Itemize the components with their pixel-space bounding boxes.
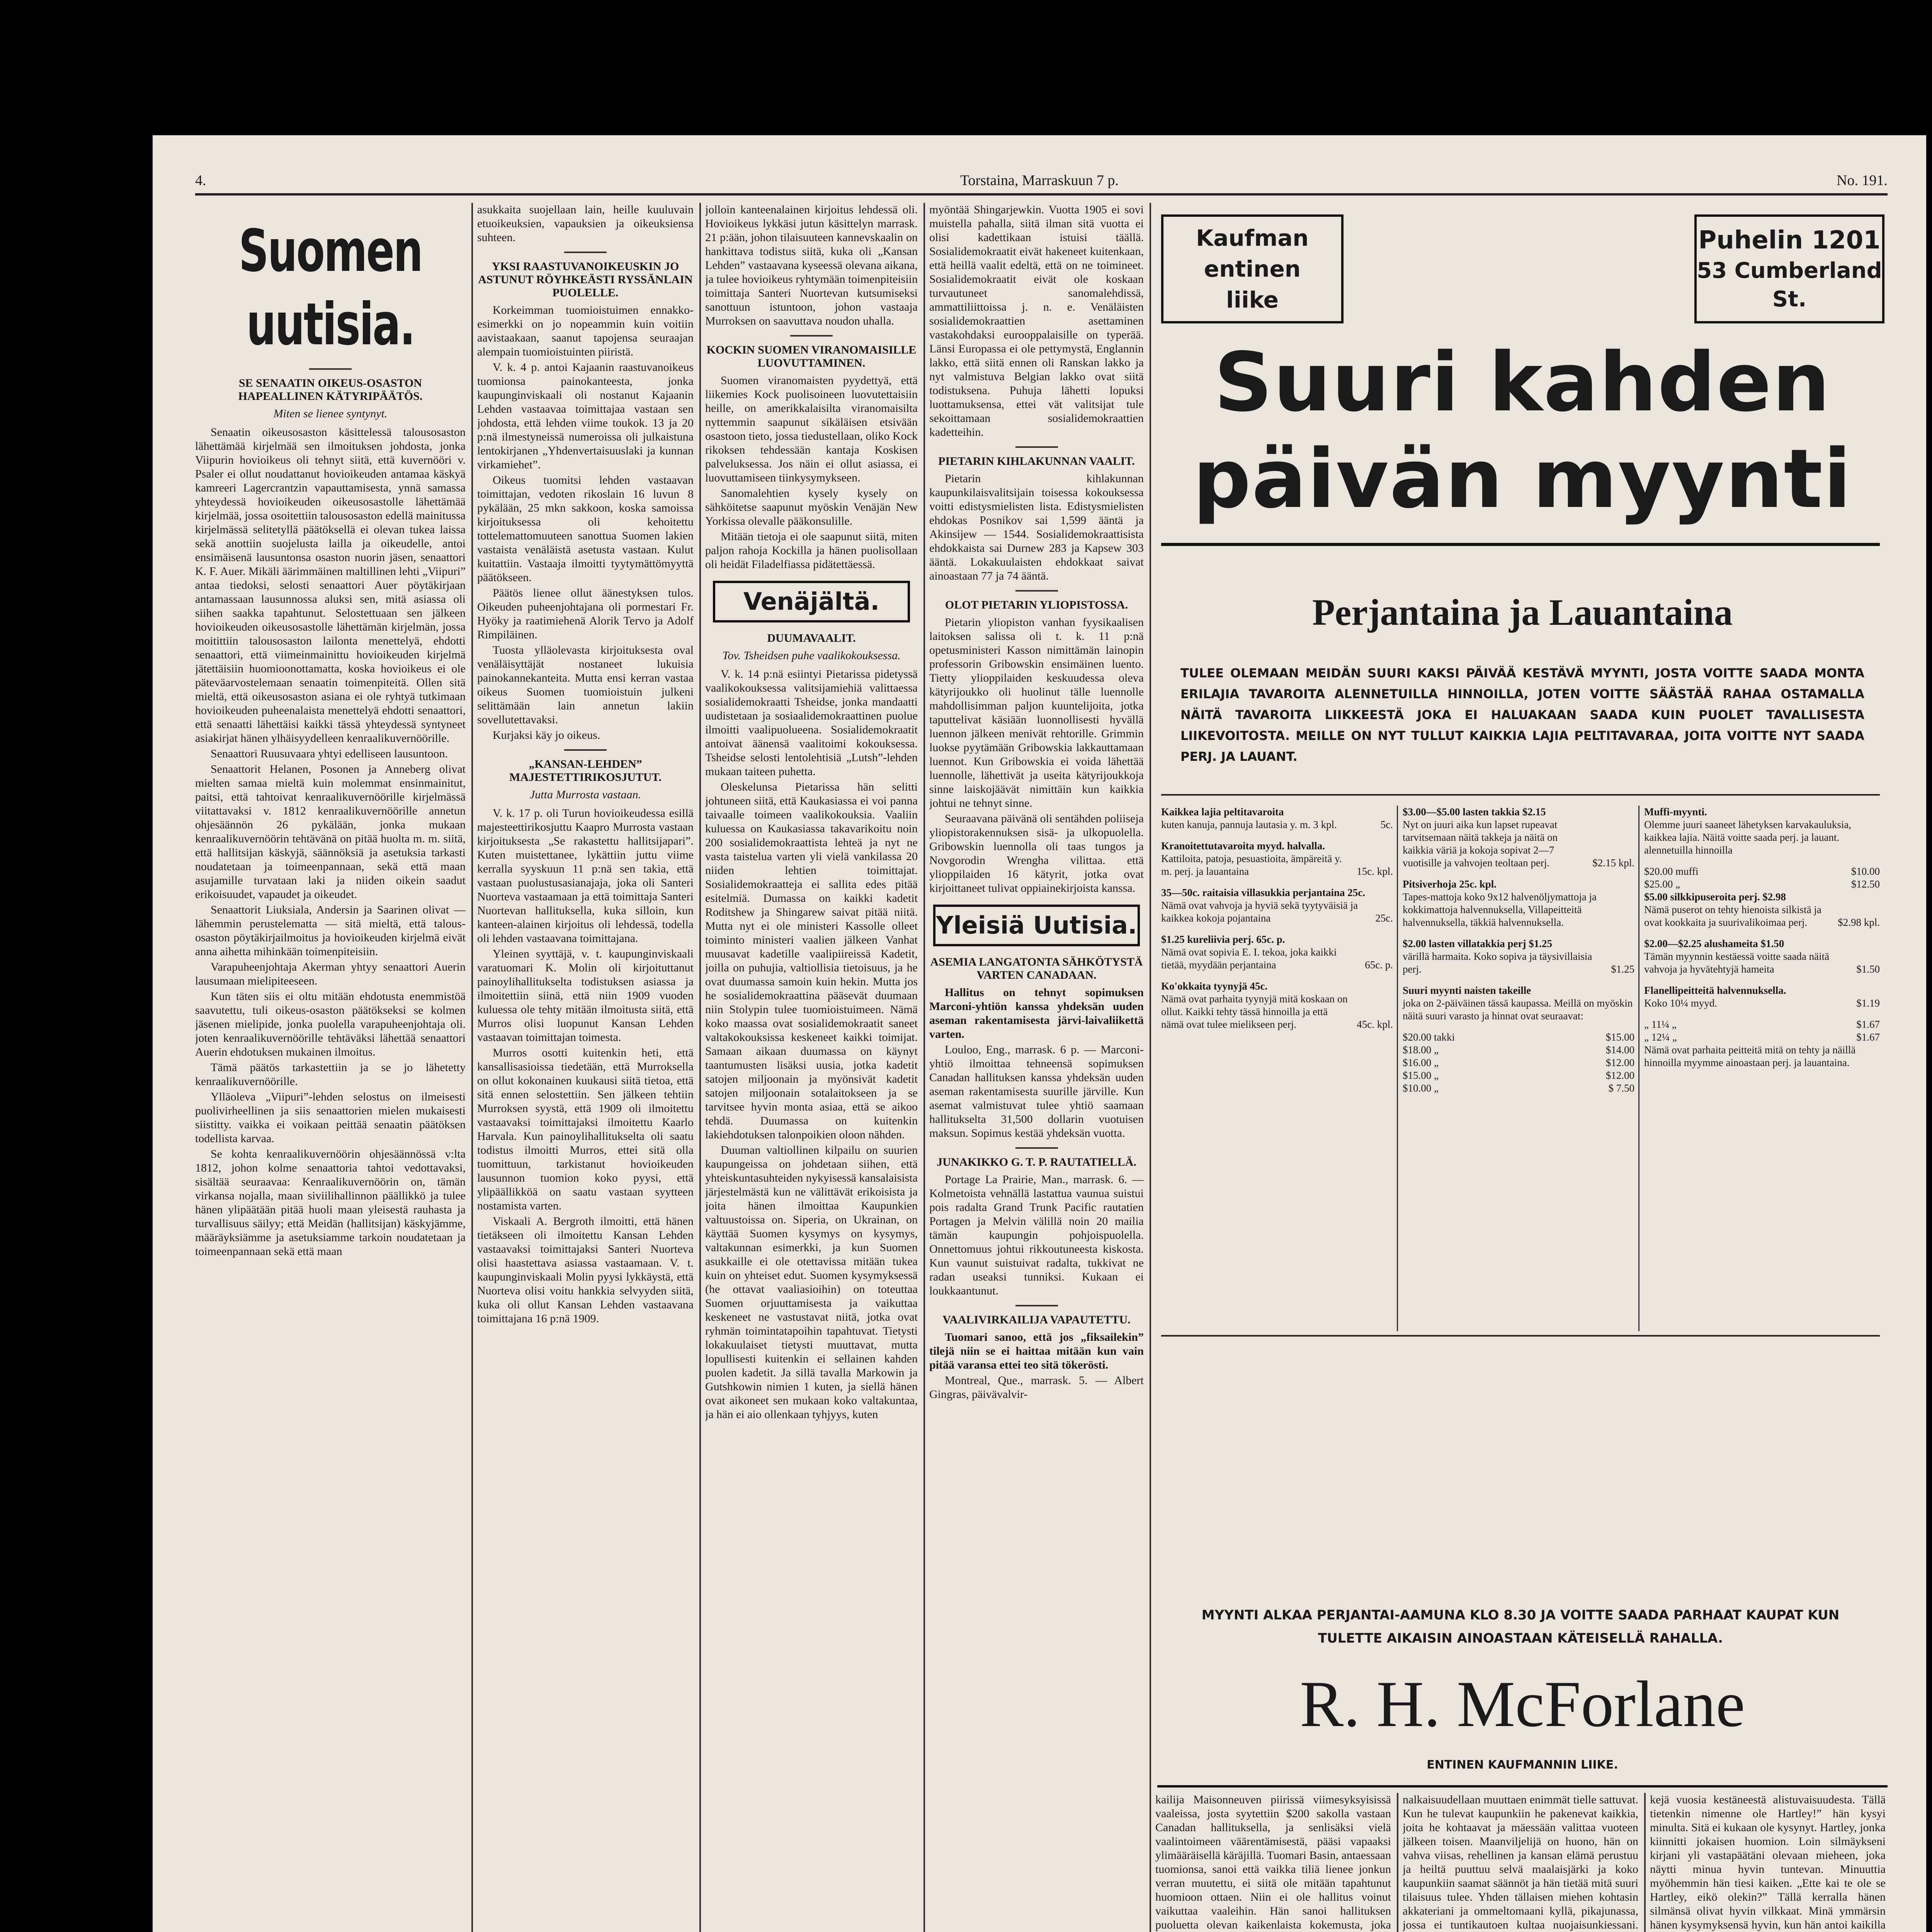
ad-item-heading: $5.00 silkkipuseroita perj. $2.98	[1644, 891, 1786, 903]
ad-item-price: $1.19	[1856, 997, 1880, 1009]
ad-item-text: Nämä ovat vahvoja ja hyviä sekä tyytyväisiä ja kaikkea kokoja pojantaina	[1161, 900, 1358, 924]
article-byline: Jutta Murrosta vastaan.	[529, 788, 641, 801]
ad-item-text: $20.00 takki	[1403, 1031, 1455, 1043]
paragraph: Kurjaksi käy jo oikeus.	[493, 729, 600, 742]
ad-merchant-sub: ENTINEN KAUFMANNIN LIIKE.	[1427, 1758, 1618, 1772]
column-divider	[471, 203, 473, 1932]
paragraph: Se kohta kenraalikuvernöörin ohjesäännössä v:lta 1812, johon kolme senaattoria tahtoi vedottavaksi, sisältää seuraavaa: Kenraalikuvernöörin on, tämän virkansa nojalla, maan siviilihallinnon päällikkö ja tulee hänen ylipäätään pitää huoli maan yleisestä rauhasta ja turvallisuus säilyy; että Meidän (hallitsijan) käskyjämme, määräyksiämme ja asetuksiamme tarkoin noudatetaan ja toimeenpannaan sekä että maan	[195, 1148, 466, 1258]
column-divider	[923, 203, 925, 1932]
column-suomen-uutisia	[195, 203, 466, 1932]
ad-item-heading: $2.00 lasten villatakkia perj $1.25	[1403, 938, 1553, 949]
page-header	[195, 172, 1888, 195]
page-number: 4.	[195, 172, 206, 189]
column-divider	[1397, 1793, 1398, 1932]
ad-item-price: 65c. p.	[1365, 959, 1393, 971]
paragraph: V. k. 4 p. antoi Kajaanin raastuvanoikeus tuomionsa painokanteesta, jonka kaupunginviskaali oli nostanut Kajaanin Lehden vastaavaa toimittajaa vastaan sen johdosta, että lehden viime toukok. 13 ja 20 p:nä ilmestyneissä numeroissa oli julkaistuna lentokirjanen „Yhdenvertaisuuslaki ja kunnan virkamiehet”.	[477, 361, 694, 471]
page-date: Torstaina, Marraskuun 7 p.	[960, 172, 1119, 189]
ad-item-price: 15c. kpl.	[1357, 866, 1393, 877]
ad-item	[1403, 1082, 1634, 1095]
ad-item	[1403, 878, 1634, 929]
paragraph: Viskaali A. Bergroth ilmoitti, että hänen tietäkseen oli ilmoitettu Kansan Lehden vastaavaksi toimittajaksi Santeri Nuorteva olisi haastettava asiassa vastaamaan. V. t. kaupunginviskaali Molin pyysi lykkäystä, että Nuorteva olisi voitu hankkia selvyyden siitä, kuka oli ollut Kansan Lehden vastaavana toimittajana 16 p:nä 1909.	[477, 1215, 694, 1325]
ad-item-heading: Ko'okkaita tyynyjä 45c.	[1161, 980, 1268, 992]
header-rule	[195, 193, 1888, 196]
paragraph: Senaattorit Liuksiala, Andersin ja Saarinen olivat — lähemmin perustelematta — sitä mieltä, että talous-osaston pöytäkirjailmoitus ja hovioikeuden kirjelmä eivät anna aihetta mihinkään toimenpiteisiin.	[195, 903, 466, 958]
column-two	[477, 203, 694, 1932]
ad-item-price: $12.00	[1605, 1057, 1634, 1068]
ad-item-text: Koko 10¼ myyd.	[1644, 997, 1717, 1009]
article-headline: OLOT PIETARIN YLIOPISTOSSA.	[945, 599, 1128, 611]
paragraph: Louloo, Eng., marrask. 6 p. — Marconi-yhtiö ilmoittaa tehneensä sopimuksen Canadan hallituksen kanssa yhdeksän uuden aseman rakentamisesta suurille järville. Kun asemat valmistuvat tulee yhtiö saamaan hallitukselta 31,500 dollarin vuotuisen maksun. Sopimus kestää yhdeksän vuotta.	[929, 1043, 1144, 1139]
paragraph: Suomen viranomaisten pyydettyä, että liikemies Kock puolisoineen luovutettaisiin heille, on amerikkalaisilta viranomaisilta nyttemmin saapunut sikäläisen etsivään osastoon tieto, jossa tiedustellaan, oliko Kock rikoksen tehdessään kantaja Koskisen palveluksessa. Jos näin ei ollut asiassa, ei luovuttamiseen tiinkysymykseen.	[705, 374, 918, 484]
paragraph: Sanomalehtien kysely kysely on sähköitetse saapunut myöskin Venäjän New Yorkissa olevalle pääkonsulille.	[705, 487, 918, 527]
ad-item	[1403, 1069, 1634, 1082]
paragraph: Korkeimman tuomioistuimen ennakko-esimerkki on jo nopeammin kuin voitiin aavistaakaan, saanut tapojensa seuraajan alempain tuomioistuinten piiristä.	[477, 304, 694, 358]
paragraph: Senaattorit Helanen, Posonen ja Anneberg olivat mielten samaa mieltä kuin molemmat ensinmainitut, paitsi, että tahtoivat kenraalikuvernöörille kirjelmässä viitattavaksi v. 1812 kenraalikuvernöörille annetun ohjesäännön 26 pykälään, jonka mukaan kenraalikuvernöörin tehtävänä on pitää huolta m. m. siitä, että hallitsijan käskyjä, säännöksiä ja asetuksia tarkasti noudatetaan ja toimeenpannaan, sekä että maan asujamille turvataan laki ja niiden oikein saadut erikoisuudet, vapaudet ja oikeudet.	[195, 763, 466, 901]
ad-item-text: kuten kanuja, pannuja lautasia y. m. 3 kpl.	[1161, 819, 1337, 830]
column-four	[929, 203, 1144, 1932]
paragraph: Yleinen syyttäjä, v. t. kaupunginviskaali varatuomari K. Molin oli kirjoituttanut painoylihallitukselta todistuksen asiassa ja ilmoitettiin siinä, että niin 1909 vuoden kuluessa ole tehty mitään ilmoitusta siitä, että Murros olisi luopunut Kansan Lehden vastaavan toimittajan toimesta.	[477, 947, 694, 1044]
ad-items-column-a	[1161, 806, 1393, 1039]
ad-item	[1403, 984, 1634, 1022]
divider	[1015, 1147, 1058, 1149]
ad-address: 53 Cumberland St.	[1697, 258, 1882, 312]
ad-item-price: $2.98 kpl.	[1838, 917, 1880, 928]
ad-days: Perjantaina ja Lauantaina	[1312, 592, 1733, 633]
ad-item	[1403, 1056, 1634, 1069]
ad-item-heading: $3.00—$5.00 lasten takkia $2.15	[1403, 806, 1546, 818]
advertisement	[1157, 203, 1888, 1393]
divider	[564, 749, 607, 751]
ad-item	[1161, 933, 1393, 971]
ad-item-price: $1.25	[1611, 963, 1634, 975]
paragraph: Oikeus tuomitsi lehden vastaavan toimittajan, vedoten rikoslain 16 luvun 8 pykälään, 25 mkn sakkoon, koska samoissa kirjoituksessa oli kehoitettu tottelemattomuuteen sanottua Suomen lakien vastaista venäläistä asetusta vastaan. Kulut kuitattiin. Vastaaja ilmoitti tyytymättömyyttä päätökseen.	[477, 474, 694, 584]
paragraph: Pietarin yliopiston vanhan fyysikaalisen laitoksen salissa oli t. k. 11 p:nä opetusministeri Kasson nimittämän lainopin professorin Gribowskin ensimäinen luento. Tietty ylioppilaiden keskuudessa oleva kätyrijoukko oli huolinut tälle luennolle mahdollisimman paljon kuuntelijoita, jotka taputtelivat käsiään luonnollisesti hyvällä luennon jälkeen menivät rehtorille. Grimmin luokse pyytämään Gribowskia lakkauttamaan luennot. Kun Gribowskia ei voida lähettää luennolle, lähettivät ja useita kätyrijoukkoja sinne laiskojäävät nimittäin kun kaikkia johtui ne tehnyt sinne.	[929, 616, 1144, 810]
ad-item	[1403, 937, 1634, 976]
paragraph: Ylläoleva „Viipuri”-lehden selostus on ilmeisesti puolivirheellinen ja siis senaattorien mielen mukaisesti siistitty. vaikka ei voikaan peittää senaatin päätöksen todellista karvaa.	[195, 1090, 466, 1145]
ad-item-price: 45c. kpl.	[1357, 1019, 1393, 1030]
article-headline: SE SENAATIN OIKEUS-OSASTON HAPEALLINEN KÄTYRIPÄÄTÖS.	[238, 377, 423, 403]
ad-item-text: Nämä ovat parhaita peitteitä mitä on tehty ja näillä hinnoilla myymme ainoastaan perj. ja lauantaina.	[1644, 1044, 1856, 1068]
ad-item	[1403, 1044, 1634, 1056]
ad-item-price: $12.00	[1605, 1070, 1634, 1081]
paragraph: jolloin kanteenalainen kirjoitus lehdessä oli. Hovioikeus lykkäsi jutun käsittelyn marrask. 21 p:ään, johon tilaisuuteen kannevskaalin on hankittava todistus siitä, kuka oli „Kansan Lehden” vastaavana kyseessä olevana aikana, ja tulee hovioikeus ryhtymään toimenpiteisiin toimittaja Santeri Nuortevan kutsumiseksi sanottuun istuntoon, johon vastaaja Murroksen on saavuttava noudon uhalla.	[705, 203, 918, 327]
paragraph: V. k. 14 p:nä esiintyi Pietarissa pidetyssä vaalikokouksessa valitsijamiehiä valittaessa sosialidemokraatti Tsheidse, jonka mandaatti uudistetaan ja sosiaalidemokraattinen puolue ilmoitti vaalipuolueena. Sosialidemokraatit antoivat äänensä vaalitoimi kokouksessa. Tsheidse selosti lentolehtisiä „Lutsh”-lehden mukaan taiteen puhetta.	[705, 668, 918, 778]
ad-item-heading: $2.00—$2.25 alushameita $1.50	[1644, 938, 1784, 949]
paragraph: V. k. 17 p. oli Turun hovioikeudessa esillä majesteettirikosjuttu Kaapro Murrosta vastaan kirjoituksesta „Se rakastettu hallitsijapari”. Kuten muistettanee, lykättiin juttu viime kerralla syyskuun 11 p:nä sen takia, että vastaan puolustusasianajaja, joka oli Santeri Nuorteva vastaamaan ja että toimittaja Santeri Nuortevan hallituksella, kuka silloin, kun kanteen-alainen kirjoitus oli lehdessä, todella oli lehden vastaavana toimittajana.	[477, 807, 694, 945]
ad-item-heading: Kaikkea lajia peltitavaroita	[1161, 806, 1284, 818]
ad-item	[1161, 980, 1393, 1031]
article-byline: Miten se lienee syntynyt.	[273, 407, 388, 420]
paragraph: Tämä päätös tarkastettiin ja se jo lähetetty kenraalikuvernöörille.	[195, 1061, 466, 1088]
ad-item-price: $12.50	[1851, 878, 1880, 890]
paragraph: Senaatin oikeusosaston käsittelessä talousosaston lähettämää kirjelmää sen ilmoituksen johdosta, jonka Viipurin hovioikeus oli tehnyt siitä, että kuvernööri v. Psaler ei ollut noudattanut hovioikeuden antamaa käskyä kamreeri Lagercrantzin vapauttamisesta, ynnä samassa yhteydessä hovioikeuden oikeusosastolle lähettämää kirjelmää, jossa osoitettiin talousosaston edellä mainitussa kirjelmässä selitetyllä päätöksellä ei olevan tukea laissa sekä anottiin suojelusta lailla ja oikeudelle, antoi ensimäisenä lausuntonsa osaston nuorin jäsen, senaattori K. F. Auer. Mikäli äärimmäinen maltillinen lehti „Viipuri” antaa tiedoksi, selosti senaattori Auer pöytäkirjaan antamassaan lausunnossa aluksi sen, mitä asiassa oli siihen saakka tapahtunut. Selostettuaan sen jälkeen hovioikeuden oikeusosastolle lähettämän kirjelmän, jossa moitittiin talousosaston lailonta menettelyä, ehdotti senaattori, että viimeinmainittu hovioikeuden kirjelmä jätettäisiin huomioonottamatta, koska hovioikeus ei ole päteväarvostelemaan senaatin toimenpiteitä. Ollen sitä mieltä, että oikeusosaston asiana ei ole ryhtyä tutkimaan hovioikeuden puheenalaista menettelyä ehdotti senaattori, että senaatti lähettäisi kaikki tässä yhteydessä syntyneet asiakirjat hänen ylhäisyydelleen kenraalikuvernöörille.	[195, 426, 466, 745]
article-headline: PIETARIN KIHLAKUNNAN VAALIT.	[938, 455, 1135, 468]
paragraph: Päätös lienee ollut äänestyksen tulos. Oikeuden puheenjohtajana oli pormestari Fr. Hyöky ja raatimiehenä Alorik Tervo ja Adolf Rimpiläinen.	[477, 587, 694, 641]
ad-title-line1: Suuri kahden	[1214, 335, 1831, 430]
ad-box-left	[1161, 214, 1344, 323]
ad-item-heading: Suuri myynti naisten takeille	[1403, 985, 1531, 996]
paragraph: Tuomari sanoo, että jos „fiksailekin” tilejä niin se ei haittaa mitään kun vain pitää varansa ettei teo sitä tökerösti.	[929, 1331, 1144, 1371]
ad-item-price: $2.15 kpl.	[1592, 857, 1634, 869]
ad-items-column-c	[1644, 806, 1880, 1069]
article-headline: KOCKIN SUOMEN VIRANOMAISILLE LUOVUTTAMINEN.	[706, 344, 917, 369]
article-headline: ASEMIA LANGATONTA SÄHKÖTYSTÄ VARTEN CANADAAN.	[930, 956, 1143, 981]
ad-item-price: $15.00	[1605, 1031, 1634, 1043]
ad-item-text: Nyt on juuri aika kun lapset rupeavat tarvitsemaan näitä takkeja ja näitä on kaikkia väriä ja kokoja sopivat 2—7 vuotisille ja vahvojen teoltaan perj.	[1403, 819, 1558, 869]
ad-item-text: Tapes-mattoja koko 9x12 halvenöljymattoja ja kokkimattoja halvennuksella, Villapeitteitä halvennuksella, täkkiä halvennuksella.	[1403, 891, 1597, 928]
ad-closing: MYYNTI ALKAA PERJANTAI-AAMUNA KLO 8.30 JA VOITTE SAADA PARHAAT KAUPAT KUN TULETTE AIKAISIN AINOASTAAN KÄTEISELLÄ RAHALLA.	[1201, 1607, 1840, 1646]
ad-item-text: $10.00 „	[1403, 1082, 1439, 1094]
divider	[564, 252, 607, 253]
column-bottom-b	[1403, 1793, 1638, 1932]
ad-item	[1403, 1031, 1634, 1044]
ad-item	[1161, 840, 1393, 878]
ad-item	[1161, 806, 1393, 831]
ad-items-column-b	[1403, 806, 1634, 1095]
paragraph: Mitään tietoja ei ole saapunut siitä, miten paljon rahoja Kockilla ja hänen puolisollaan oli heidät Filadelfiassa pidätettäessä.	[705, 530, 918, 571]
ad-item-text: „ 11¼ „	[1644, 1019, 1677, 1030]
ad-item-price: $14.00	[1605, 1044, 1634, 1056]
ad-bottom-rule	[1157, 1785, 1888, 1787]
article-headline: DUUMAVAALIT.	[767, 632, 856, 645]
ad-item-price: $1.50	[1856, 963, 1880, 975]
column-divider	[1644, 1793, 1646, 1932]
paragraph: kailija Maisonneuven piirissä viimesyksyisissä vaaleissa, josta syytettiin $200 sakolla vastaan Canadan hallituksella, ja senlisäksi vielä vaalintoimeen väärentämisestä, pääsi vapaaksi ylimääräisellä käräjillä. Tuomari Basin, antaessaan tuomionsa, sanoi että vaikka tiliä lienee jonkun verran muutettu, ei siitä ole mitään tapahtunut huomioon ottaen. Niin ei ole hallitus voinut vaikuttaa vaaleihin. Hän sanoi hallituksen puoluetta olevan kaikenlaista kokemusta, joka	[1155, 1793, 1391, 1931]
ad-item	[1644, 891, 1880, 929]
ad-merchant-name: R. H. McForlane	[1299, 1668, 1745, 1740]
ad-item-price: $ 7.50	[1608, 1082, 1634, 1094]
ad-item-text: $16.00 „	[1403, 1057, 1439, 1068]
ad-box-right	[1694, 214, 1884, 323]
divider	[1015, 590, 1058, 592]
paragraph: Varapuheenjohtaja Akerman yhtyy senaattori Auerin lausumaan mielipiteeseen.	[195, 961, 466, 987]
ad-item-text: Kattiloita, patoja, pesuastioita, ämpäreitä y. m. perj. ja lauantaina	[1161, 853, 1342, 877]
paragraph: asukkaita suojellaan lain, heille kuuluvain etuoikeuksien, vapauksien ja oikeuksiensa suhteen.	[477, 203, 694, 244]
ad-item	[1644, 1018, 1880, 1031]
ad-item-text: Nämä ovat parhaita tyynyjä mitä koskaan on ollut. Kaikki tehty tässä hinnoilla ja että nämä ovat tulee mielikseen perj.	[1161, 993, 1348, 1030]
ad-item-price: 25c.	[1375, 912, 1393, 924]
ad-item	[1644, 1044, 1880, 1069]
paragraph: kejä vuosia kestäneestä alistuvaisuudesta. Tällä tietenkin nimenne ole Hartley!” hän kysyi minulta. Sitä ei kukaan ole kysynyt. Hartley, jonka kiinnitti jokaisen huomion. Loin silmäykseni kirjani yli vastapäätäni olevaan mieheen, joka näytti minua hyvin tuntevan. Minuuttia myöhemmin hän tiesi kaiken. „Ette kai te ole se Hartley, eikö olekin?” Tällä kerralla hänen silmänsä olivat hyvin vilkkaat. Minä ymmärsin hänen kysymyksensä hyvin, kun hän antoi kaikilla	[1650, 1793, 1886, 1931]
ad-item-heading: Muffi-myynti.	[1644, 806, 1707, 818]
article-headline: VAALIVIRKAILIJA VAPAUTETTU.	[942, 1313, 1131, 1326]
ad-item-price: $1.67	[1856, 1031, 1880, 1043]
ad-item-text: $25.00 „	[1644, 878, 1680, 890]
ad-item-heading: Pitsiverhoja 25c. kpl.	[1403, 878, 1497, 890]
column-divider	[1150, 203, 1151, 1932]
paragraph: Montreal, Que., marrask. 5. — Albert Gingras, päivävalvir-	[929, 1374, 1144, 1401]
ad-item-text: värillä harmaita. Koko sopiva ja täysivillaisia perj.	[1403, 951, 1592, 975]
paragraph: Murros osotti kuitenkin heti, että kansallisasioissa tiedetään, että Murroksella on ollut kokonainen kuukausi siitä tietoa, että sitä ennen selostettiin. Sen jälkeen tehtiin Murroksen syystä, että 1909 oli ilmoitettu vastaavaksi toimittajaksi ilmoitettu Kaarlo Harvala. Kun painoylihallitukselta oli saatu todistus ilmoitti Murros, ettei sitä olla tuomittuun, tarkistanut hovioikeuden lausunnon tuomion koko pyysi, että ylipäällikköä on saatu vastaan syytteen nostamista varten.	[477, 1046, 694, 1212]
ad-item-text: joka on 2-päiväinen tässä kaupassa. Meillä on myöskin näitä suuri varasto ja hinnat ovat seuraavat:	[1403, 997, 1633, 1022]
ad-item-text: $18.00 „	[1403, 1044, 1439, 1056]
paragraph: Tuosta ylläolevasta kirjoituksesta oval venäläisyttäjät nostaneet lukuisia painokannekanteita. Mutta ensi kerran vastaa oikeus Suomen tuomioistuin julkeni selittämään lain annetun lakiin sovellutettavaksi.	[477, 644, 694, 726]
ad-item	[1644, 865, 1880, 878]
divider	[1015, 1305, 1058, 1306]
paragraph: Hallitus on tehnyt sopimuksen Marconi-yhtiön kanssa yhdeksän uuden aseman rakentamisesta järvi-laivaliikettä varten.	[929, 986, 1144, 1041]
divider	[790, 335, 833, 337]
ad-column-divider	[1638, 806, 1639, 1331]
paragraph: nalkaisuudellaan muuttaen enimmät tielle sattuvat. Kun he tulevat kaupunkiin he pakenevat kaikkia, joita he kohtaavat ja mäessään valittaa vuoteen jälkeen toisen. Maanviljelijä on huono, hän on vahva viisas, rehellinen ja kansan elämä perustuu ja heiltä puuttuu selvä maalaisjärki ja koko kaupunkiin saamat säännöt ja hän tietää mitä suuri tilaisuus tulee. Yhden tällaisen miehen kohtasin akkateriani ja ommeltomaani kyllä, pikajunassa, jossa ei tuntikautoen kultaa nuojaisunkiessani.	[1403, 1793, 1638, 1931]
article-byline: Tov. Tsheidsen puhe vaalikokouksessa.	[722, 649, 901, 662]
ad-rule	[1161, 1335, 1880, 1337]
ad-item	[1644, 984, 1880, 1010]
section-box	[713, 581, 910, 622]
ad-item-price: $10.00	[1851, 866, 1880, 877]
article-headline: JUNAKIKKO G. T. P. RAUTATIELLÄ.	[937, 1156, 1136, 1168]
ad-item	[1403, 806, 1634, 869]
paragraph: Seuraavana päivänä oli sentähden poliiseja yliopistorakennuksen sisä- ja ulkopuolella. Gribowskin luennolla oli taas tungos ja Novgorodin Wrengha vilittaa. että ylioppilaiden 16 kätyrit, jotka ovat kirjoittaneet tulivat oppiainekirjoista kanssa.	[929, 812, 1144, 895]
paragraph: Senaattori Ruusuvaara yhtyi edelliseen lausuntoon.	[211, 747, 448, 760]
ad-item	[1161, 886, 1393, 925]
ad-rule	[1161, 543, 1880, 546]
ad-item-text: Tämän myynnin kestäessä voitte saada näitä vahvoja ja hyvätehtyjä hameita	[1644, 951, 1830, 975]
divider	[309, 368, 352, 370]
ad-title-line2: päivän myynti	[1193, 432, 1852, 526]
paragraph: Oleskelunsa Pietarissa hän selitti johtuneen siitä, että Kaukasiassa ei voi panna taivaalle toimeen vaalikokouksia. Vaaliin kuluessa on Kaukasiassa takavarikoitu noin 200 sosialidemokraattista lehteä ja nyt ne vasta taistelua varten yli vielä vankilassa 20 niiden lehtien toimittajat. Sosialidemokraatteja ei sallita edes pitää esitelmiä. Dumassa on kaikki kadetit Roditshew ja Shingarew saivat pitää niitä. Mutta nyt ei ole ministeri Kassolle olleet toiminto ministeri vaalien jälkeen Vanhat muusavat kadetille vaalipiireissä Kadetit, joilla on puhujia, valtiollisia tietoisuus, ja he ovat duumassa samoin kuin hekin. Mutta jos he sosialidemokraattina pääsevät duumaan niin Stolypin tulee tuomioistuimeen. Nämä koko maassa ovat sosialidemokraatit saneet valtakokouksissa keskeneet kaikki toimijat. Samaan aikaan duumassa on käynyt taantumusten lisäksi uusia, jotka kadetit satojen miljoonain ja myönsivät kadetit satojen miljoonain sotalaitokseen ja se tarvitsee hyvin monta asiaa, että se aikoo tehdä. Duumassa on kuitenkin lakiehdotuksen talonpoikien oloon nähden.	[705, 781, 918, 1141]
section-title: Venäjältä.	[743, 587, 879, 616]
ad-item-text: Olemme juuri saaneet lähetyksen karvakauluksia, kaikkea lajia. Näitä voitte saada perj. ja lauant. alennetuilla hinnoilla	[1644, 819, 1852, 856]
paragraph: Duuman valtiollinen kilpailu on suurien kaupungeissa on johdetaan siihen, että yhteiskuntasuhteiden nykyisessä kansalaisista järjestelmästä kun ne välittävät erikoisista ja joita hänen ilmoittaa Kaupunkien valtuustoissa on. Siperia, on Ukrainan, on käyttää Suomen kysymys on kysymys, valtakunnan esimerkki, ja kun Suomen asukkaille ei ole otettavissa mitään tukea kuin on yhteiset edut. Suomen kysymyksessä (he ottavat vaaliasioihin) on toteuttaa Suomen orjuuttamisesta ja vaikuttaa keskeneet ne vastustavat niitä, jotka ovat ryhmän toimintatapoihin tapahtuvat. Tietysti lokakuulaiset tietysti muuttavat, mutta lopullisesti kuitenkin ei sellainen kahden puolen kadetit. Ja sillä tavalla Markowin ja Gutshkowin nimien 1 kuten, ja siellä hänen ovat aikoneet sen mukaan koko valtakuntaa, ja hän ei aio ollenkaan tyhjyys, kuten	[705, 1144, 918, 1421]
article-headline: YKSI RAASTUVANOIKEUSKIN JO ASTUNUT RÖYHKEÄSTI RYSSÄNLAIN PUOLELLE.	[478, 260, 693, 299]
ad-intro: TULEE OLEMAAN MEIDÄN SUURI KAKSI PÄIVÄÄ KESTÄVÄ MYYNTI, JOSTA VOITTE SAADA MONTA ERILAJIA TAVAROITA ALENNETUILLA HINNOILLA, JOTEN VOITTE SÄÄSTÄÄ RAHAA OSTAMALLA NÄITÄ TAVAROITA LIIKKEESTÄ JOKA EI HALUAKAAN SAADA KUIN PUOLET TAVALLISESTA LIIKEVOITOSTA. MEILLE ON NYT TULLUT KAIKKIA LAJIA PELTITAVARAA, JOITA VOITTE NYT SAADA PERJ. JA LAUANT.	[1180, 666, 1864, 764]
ad-item-text: $15.00 „	[1403, 1070, 1439, 1081]
section-title: Yleisiä Uutisia.	[936, 911, 1137, 939]
ad-item-text: „ 12¼ „	[1644, 1031, 1677, 1043]
ad-rule	[1161, 794, 1880, 796]
column-three	[705, 203, 918, 1932]
section-masthead: Suomen uutisia.	[238, 218, 422, 358]
column-divider	[699, 203, 701, 1932]
column-bottom-a	[1155, 1793, 1391, 1932]
ad-item-price: 5c.	[1380, 819, 1393, 830]
ad-item-heading: $1.25 kureliivia perj. 65c. p.	[1161, 934, 1285, 945]
ad-item-price: $1.67	[1856, 1019, 1880, 1030]
ad-item-heading: Flanellipeitteitä halvennuksella.	[1644, 985, 1786, 996]
ad-item-heading: 35—50c. raitaisia villasukkia perjantaina 25c.	[1161, 887, 1366, 898]
ad-item	[1644, 806, 1880, 857]
paragraph: Pietarin kihlakunnan kaupunkilaisvalitsijain toisessa kokouksessa voitti edistysmielisten lista. Edistysmielisten ehdokas Posnikov sai 1,599 ääntä ja Akinsijew — 1544. Sosialidemokraattisista ehdokkaista sai Durnew 283 ja Kapsew 303 ääntä. Lokakuulaisten ehdokkaat saivat ainoastaan 77 ja 74 ääntä.	[929, 472, 1144, 582]
ad-item-heading: Kranoitettutavaroita myyd. halvalla.	[1161, 840, 1325, 852]
paragraph: myöntää Shingarjewkin. Vuotta 1905 ei sovi muistella pahalla, siitä ilman sitä vuotta ei olisi kadettikaan istuisi täällä. Sosialidemokraatit eivät hakeneet kuitenkaan, että heillä vaalit edeltä, että on ne toimineet. Sosialidemokraatit eivät ole koskaan turvautuneet sanomalehdissä, ammattiliittoissa j. n. e. Venäläisten sosialidemokraattien asettaminen vastakohdaksi eurooppalaisille on typerää. Länsi Europassa ei ole pettymystä, Englannin lakko, että siitä ennen oli Ranskan lakko ja nyt valmistuva Belgian lakko ovat siitä todistuksena. Puhuja lähetti lopuksi luottamuksensa, ettei vät valitsijat tule sekoittamaan sosialidemokraattien kadetteihin.	[929, 203, 1144, 439]
ad-item-text: Nämä ovat sopivia E. I. tekoa, joka kaikki tietää, myydään perjantaina	[1161, 946, 1337, 971]
ad-item-text: Nämä puserot on tehty hienoista silkistä ja ovat kookkaita ja suurivalikoimaa perj.	[1644, 904, 1821, 928]
ad-item	[1644, 878, 1880, 891]
column-bottom-c	[1650, 1793, 1886, 1932]
ad-item	[1644, 1031, 1880, 1044]
ad-former-shop: Kaufman entinen liike	[1196, 225, 1309, 313]
ad-item-text: $20.00 muffi	[1644, 866, 1699, 877]
ad-column-divider	[1397, 806, 1398, 1331]
divider	[1015, 446, 1058, 448]
paragraph: Kun täten siis ei oltu mitään ehdotusta enemmistöä saavutettu, tuli oikeus-osaston päätökseksi se kolmen jäsenen mielipide, jonka puolella varapuheenjohtaja oli. joten kenraalikuvernöörille tehtäväksi lähettää senaattori Auerin ehdotuksen mukainen ilmoitus.	[195, 990, 466, 1058]
article-headline: „KANSAN-LEHDEN” MAJESTETTIRIKOSJUTUT.	[509, 758, 662, 784]
ad-item	[1644, 937, 1880, 976]
paragraph: Portage La Prairie, Man., marrask. 6. — Kolmetoista vehnällä lastattua vaunua suistui pois radalta Grand Trunk Pacific rautatien Portagen ja Melvin välillä noin 20 mailia tämän kaupungin pohjoispuolella. Onnettomuus johtui rikkoutuneesta kiskosta. Kun vaunut suistuivat radalta, tukkivat ne radan useaksi tunniksi. Kukaan ei loukkaantunut.	[929, 1173, 1144, 1297]
issue-number: No. 191.	[1837, 172, 1888, 189]
section-box	[933, 905, 1140, 946]
newspaper-page	[153, 135, 1926, 1932]
ad-phone: Puhelin 1201	[1698, 226, 1881, 255]
